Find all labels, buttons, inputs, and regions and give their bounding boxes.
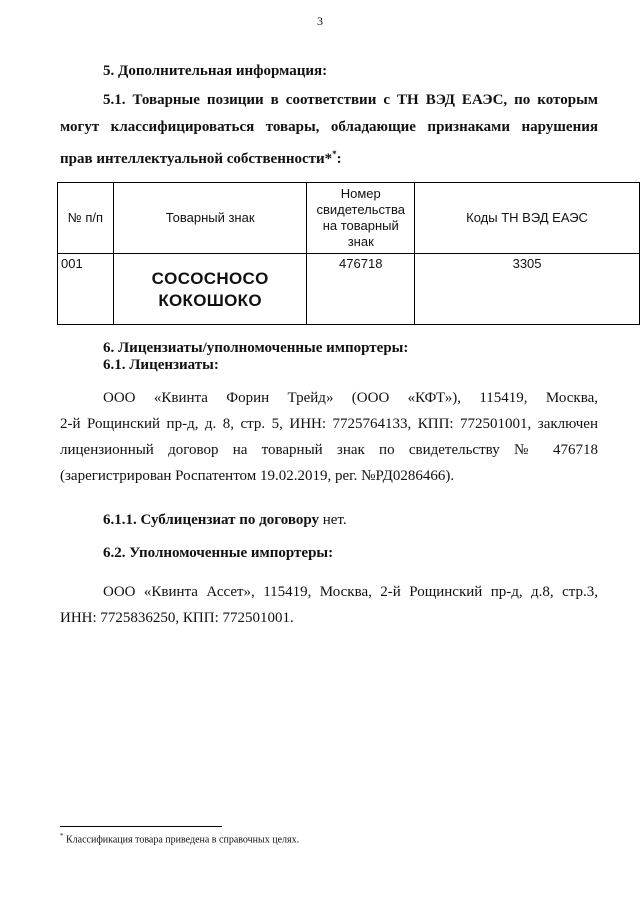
header-codes: Коды ТН ВЭД ЕАЭС (415, 183, 640, 254)
importer-paragraph (60, 579, 598, 631)
importer-line-2: ИНН: 7725836250, КПП: 772501001. (60, 610, 294, 626)
trademark-line-2: КОКОШОКО (158, 291, 262, 310)
section-6-1-1 (103, 512, 347, 529)
section-5-1-line-1: 5.1. Товарные позиции в соответствии с ТН ВЭД ЕАЭС, по которым (103, 92, 598, 108)
section-5-heading: 5. Дополнительная информация: (103, 63, 328, 79)
header-certificate: Номер свидетельства на товарный знак (307, 183, 415, 254)
section-6-1-1-label: 6.1.1. Сублицензиат по договору (103, 512, 319, 528)
section-6-heading: 6. Лицензиаты/уполномоченные импортеры: (103, 340, 409, 356)
section-5-1-colon: : (336, 151, 342, 167)
footnote-marker-bottom: * (60, 832, 64, 840)
section-5-1-line-3 (60, 141, 598, 173)
section-5-1-line-3-text: прав интеллектуальной собственности* (60, 151, 333, 167)
trademark-line-1: COCOCHOCO (151, 269, 269, 288)
section-5-1-line-2: могут классифицироваться товары, обладающие признаками нарушения (60, 119, 598, 135)
page-number: 3 (317, 14, 323, 28)
table-row (58, 254, 640, 325)
licensee-line-4: (зарегистрирован Роспатентом 19.02.2019, рег. №РД0286466). (60, 468, 455, 484)
footnote-divider (60, 826, 222, 827)
footnote-text: Классификация товара приведена в справочных целях. (63, 834, 300, 846)
section-6-1-1-value: нет. (318, 512, 347, 528)
row-codes: 3305 (415, 254, 640, 325)
importer-line-1: ООО «Квинта Ассет», 115419, Москва, 2-й Рощинский пр-д, д.8, стр.3, (103, 584, 598, 600)
row-certificate: 476718 (307, 254, 415, 325)
section-6-2-heading: 6.2. Уполномоченные импортеры: (103, 545, 334, 561)
section-5-1-paragraph (60, 87, 598, 173)
licensee-line-1: ООО «Квинта Форин Трейд» (ООО «КФТ»), 115419, Москва, (103, 390, 598, 406)
footnote (60, 832, 299, 845)
licensee-paragraph (60, 385, 598, 489)
table-header-row (58, 183, 640, 254)
header-number: № п/п (58, 183, 114, 254)
footnote-marker: * (332, 149, 337, 159)
row-number: 001 (58, 254, 114, 325)
licensee-line-3: лицензионный договор на товарный знак по свидетельству № 476718 (60, 442, 598, 458)
trademark-table (57, 182, 640, 325)
row-trademark (113, 254, 307, 325)
section-6-1-heading: 6.1. Лицензиаты: (103, 357, 219, 373)
licensee-line-2: 2-й Рощинский пр-д, д. 8, стр. 5, ИНН: 7725764133, КПП: 772501001, заключен (60, 416, 598, 432)
header-trademark: Товарный знак (113, 183, 307, 254)
